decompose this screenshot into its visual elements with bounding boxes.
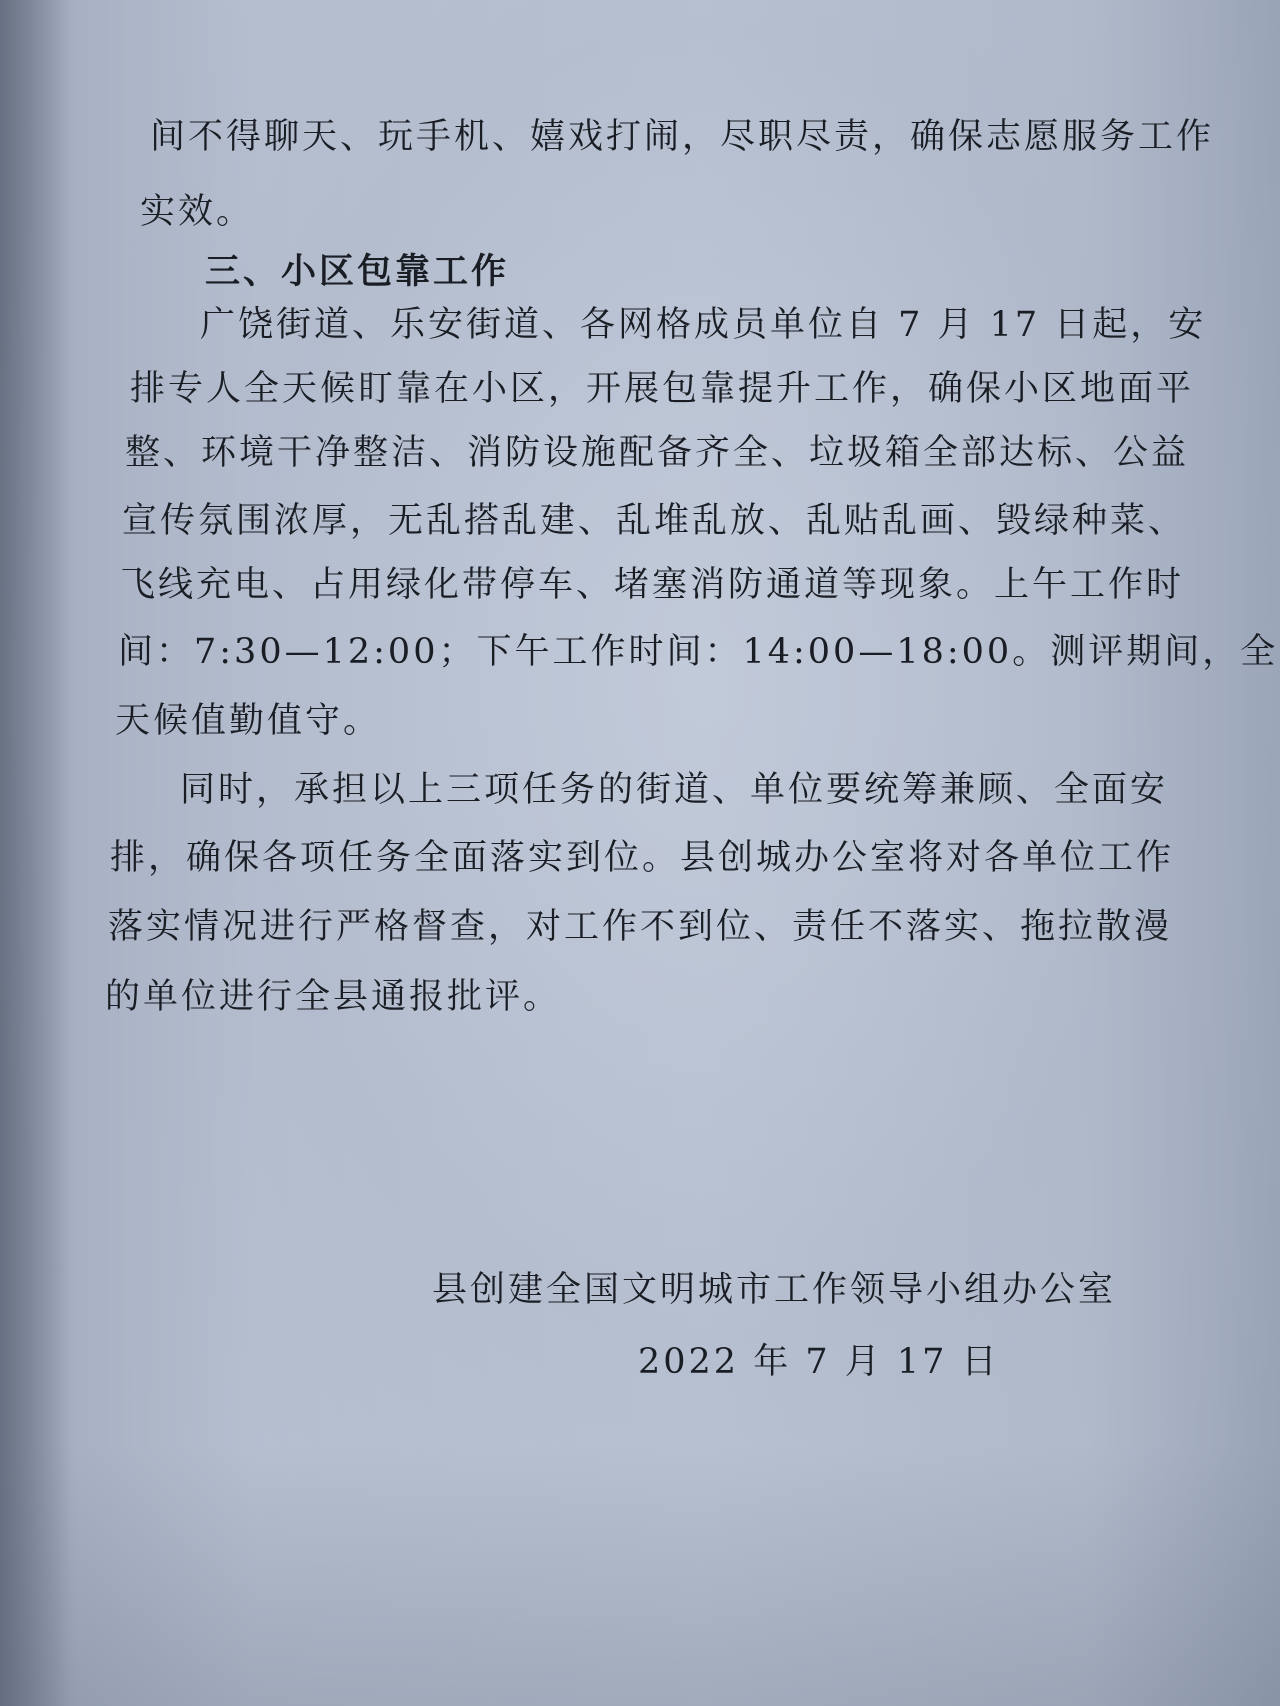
body-text-line-12: 排，确保各项任务全面落实到位。县创城办公室将对各单位工作 — [110, 838, 1175, 878]
body-text-line-13: 落实情况进行严格督查，对工作不到位、责任不落实、拖拉散漫 — [108, 907, 1173, 947]
body-text-line-7: 宣传氛围浓厚，无乱搭乱建、乱堆乱放、乱贴乱画、毁绿种菜、 — [122, 501, 1187, 541]
body-text-line-8: 飞线充电、占用绿化带停车、堵塞消防通道等现象。上午工作时 — [120, 565, 1185, 605]
issuer-signature: 县创建全国文明城市工作领导小组办公室 — [432, 1270, 1117, 1310]
section-heading: 三、小区包靠工作 — [205, 252, 510, 292]
issue-date: 2022 年 7 月 17 日 — [638, 1342, 1000, 1382]
body-text-line-14: 的单位进行全县通报批评。 — [105, 977, 562, 1017]
body-text-line-2: 实效。 — [140, 192, 255, 232]
page-shadow-bottom — [0, 1446, 1280, 1706]
body-text-line-1: 间不得聊天、玩手机、嬉戏打闹，尽职尽责，确保志愿服务工作 — [150, 117, 1215, 157]
body-text-line-10: 天候值勤值守。 — [115, 701, 382, 741]
body-text-line-4: 广饶街道、乐安街道、各网格成员单位自 7 月 17 日起，安 — [200, 305, 1207, 345]
body-text-line-5: 排专人全天候盯靠在小区，开展包靠提升工作，确保小区地面平 — [130, 369, 1195, 409]
body-text-line-9: 间：7:30—12:00；下午工作时间：14:00—18:00。测评期间，全 — [118, 632, 1279, 672]
body-text-line-11: 同时，承担以上三项任务的街道、单位要统筹兼顾、全面安 — [180, 770, 1169, 810]
body-text-line-6: 整、环境干净整洁、消防设施配备齐全、垃圾箱全部达标、公益 — [125, 433, 1190, 473]
